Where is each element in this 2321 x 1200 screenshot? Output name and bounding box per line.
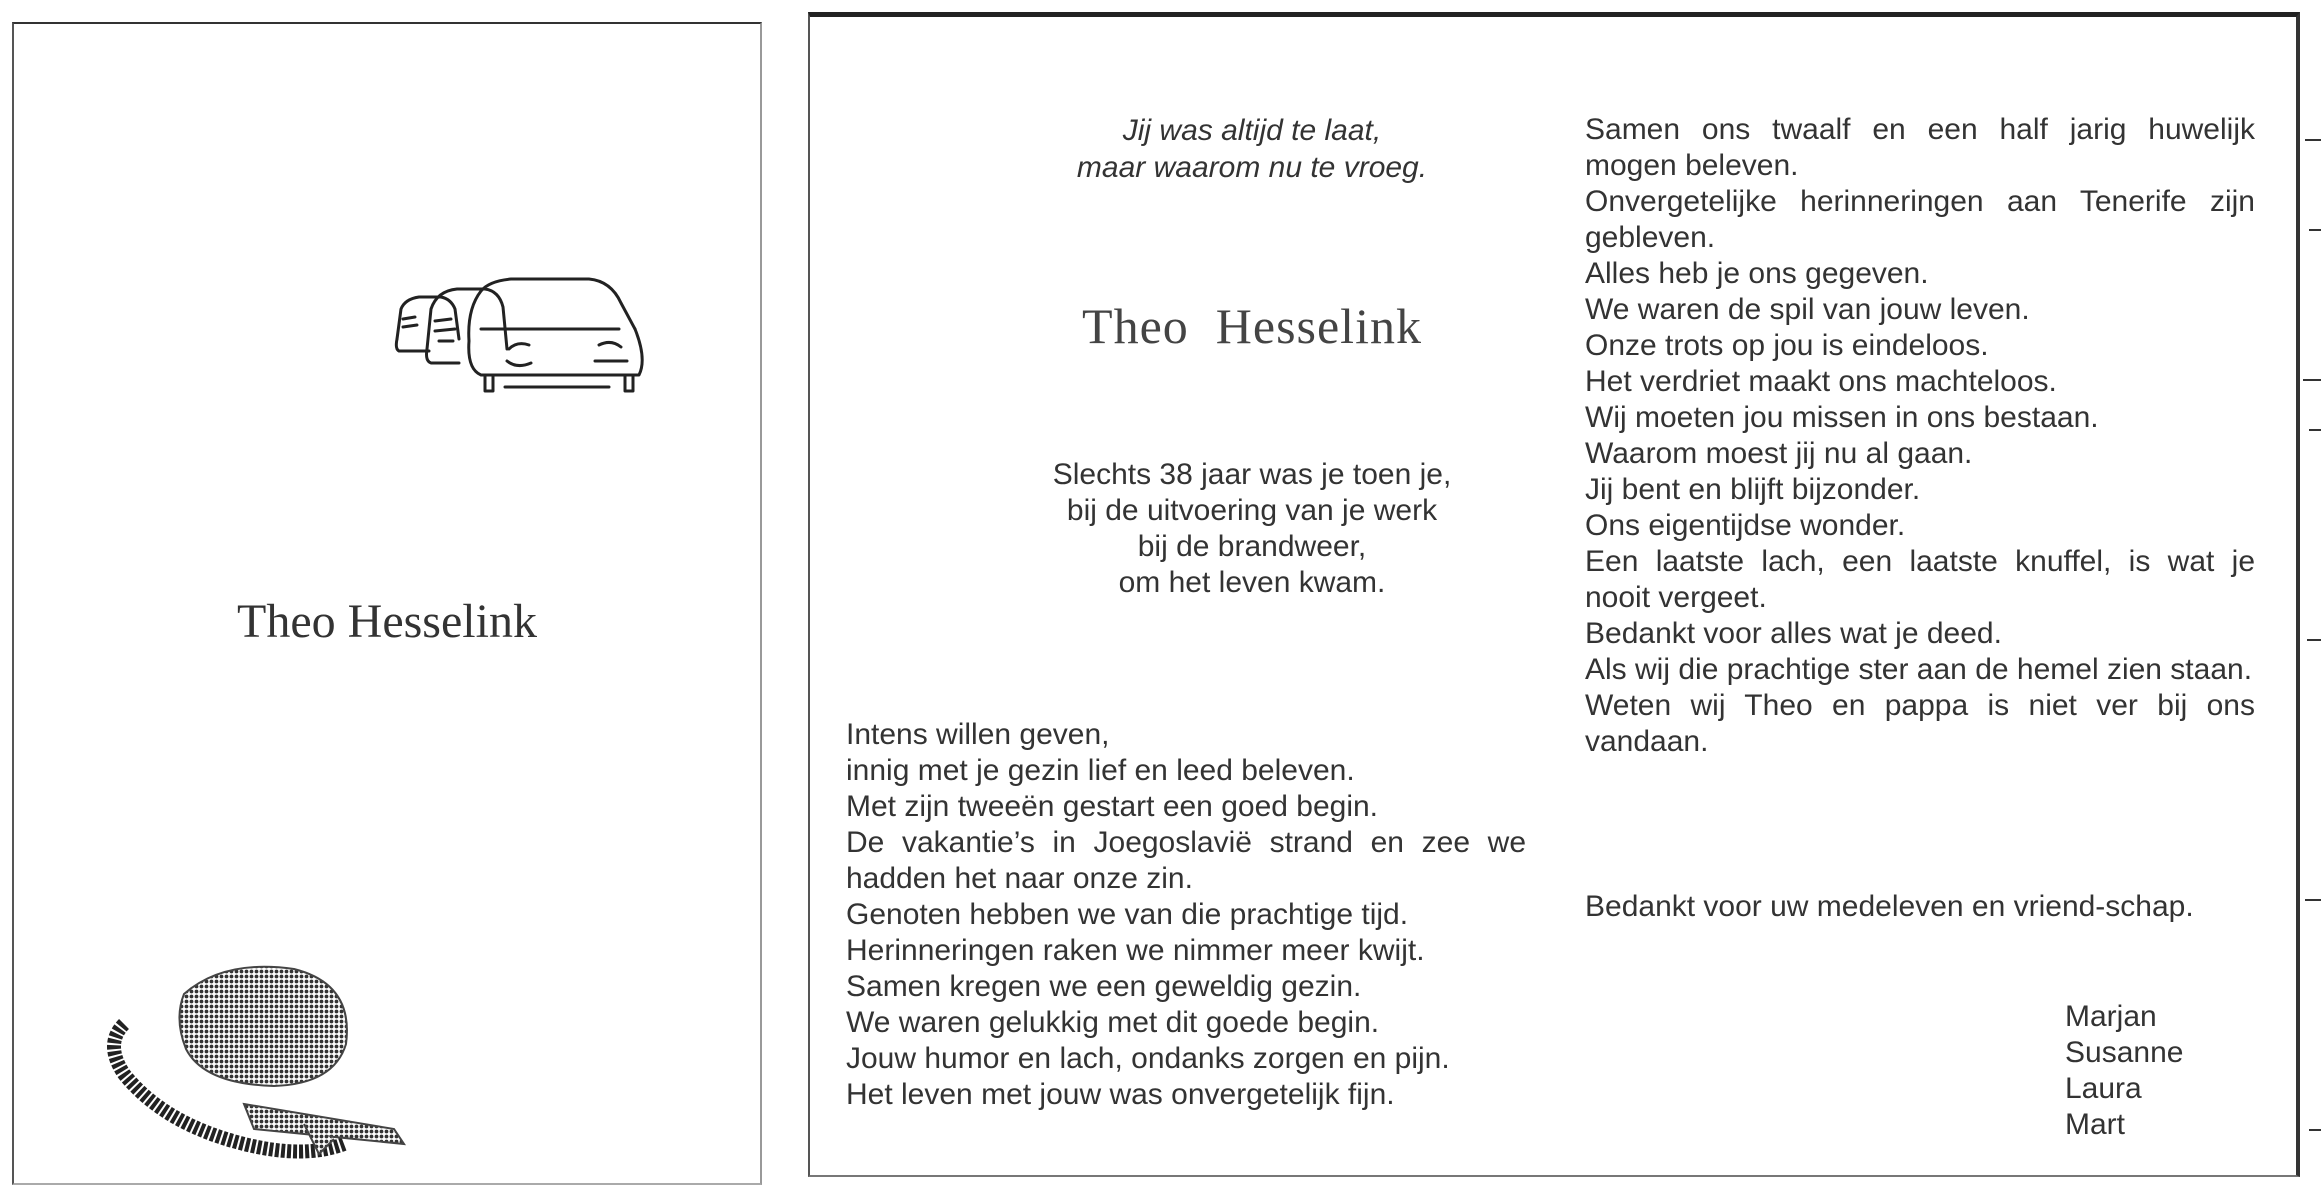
poem-line: We waren de spil van jouw leven. [1585,293,2030,326]
poem-line: Een laatste lach, een laatste knuffel, is wat je nooit vergeet. [1585,545,2255,614]
intro-line: Slechts 38 jaar was je toen je, [1052,458,1452,491]
poem-line: Weten wij Theo en pappa is niet ver bij ons vandaan. [1585,689,2255,758]
intro-line: bij de uitvoering van je werk [1066,494,1438,527]
intro-line: bij de brandweer, [1137,530,1367,563]
poem-line: Het verdriet maakt ons machteloos. [1585,365,2057,398]
intro-text [952,457,1552,601]
poem-line: Onvergetelijke herinneringen aan Tenerife zijn gebleven. [1585,185,2255,254]
fire-trucks-icon [389,269,659,399]
poem-line: Jouw humor en lach, ondanks zorgen en pijn. [846,1042,1450,1075]
intro-line: om het leven kwam. [1118,566,1386,599]
motto [952,112,1552,186]
poem-line: Samen kregen we een geweldig gezin. [846,970,1362,1003]
poem-line: Als wij die prachtige ster aan de hemel zien staan. [1585,653,2253,686]
poem-line: Ons eigentijdse wonder. [1585,509,1906,542]
inside-card [808,12,2300,1177]
poem-line: Intens willen geven, [846,718,1110,751]
signers [2065,999,2183,1143]
scan-edge-marks [2301,0,2321,1200]
poem-line: Met zijn tweeën gestart een goed begin. [846,790,1379,823]
signer-name: Mart [2065,1108,2125,1141]
motto-line: Jij was altijd te laat, [1122,114,1382,147]
inside-name: Theo Hesselink [1082,298,1422,354]
signer-name: Susanne [2065,1036,2184,1069]
poem-line: Herinneringen raken we nimmer meer kwijt. [846,934,1425,967]
poem-right [1585,112,2255,760]
poem-line: Onze trots op jou is eindeloos. [1585,329,1989,362]
poem-line: Het leven met jouw was onvergetelijk fijn. [846,1078,1395,1111]
signer-name: Marjan [2065,1000,2157,1033]
poem-line: Alles heb je ons gegeven. [1585,257,1929,290]
fire-helmet-icon [104,954,424,1164]
poem-line: Wij moeten jou missen in ons bestaan. [1585,401,2099,434]
thanks-text: Bedankt voor uw medeleven en vriend-schap. [1585,890,2194,923]
poem-line: We waren gelukkig met dit goede begin. [846,1006,1380,1039]
poem-line: Bedankt voor alles wat je deed. [1585,617,2002,650]
poem-line: Genoten hebben we van die prachtige tijd. [846,898,1409,931]
poem-line: innig met je gezin lief en leed beleven. [846,754,1355,787]
poem-left [846,717,1526,1113]
front-card [12,22,762,1185]
poem-line: Waarom moest jij nu al gaan. [1585,437,1973,470]
motto-line: maar waarom nu te vroeg. [1076,151,1428,184]
front-name: Theo Hesselink [237,595,537,648]
poem-line: Samen ons twaalf en een half jarig huwelijk mogen beleven. [1585,113,2255,182]
signer-name: Laura [2065,1072,2142,1105]
poem-line: Jij bent en blijft bijzonder. [1585,473,1921,506]
poem-line: De vakantie’s in Joegoslavië strand en zee we hadden het naar onze zin. [846,826,1526,895]
